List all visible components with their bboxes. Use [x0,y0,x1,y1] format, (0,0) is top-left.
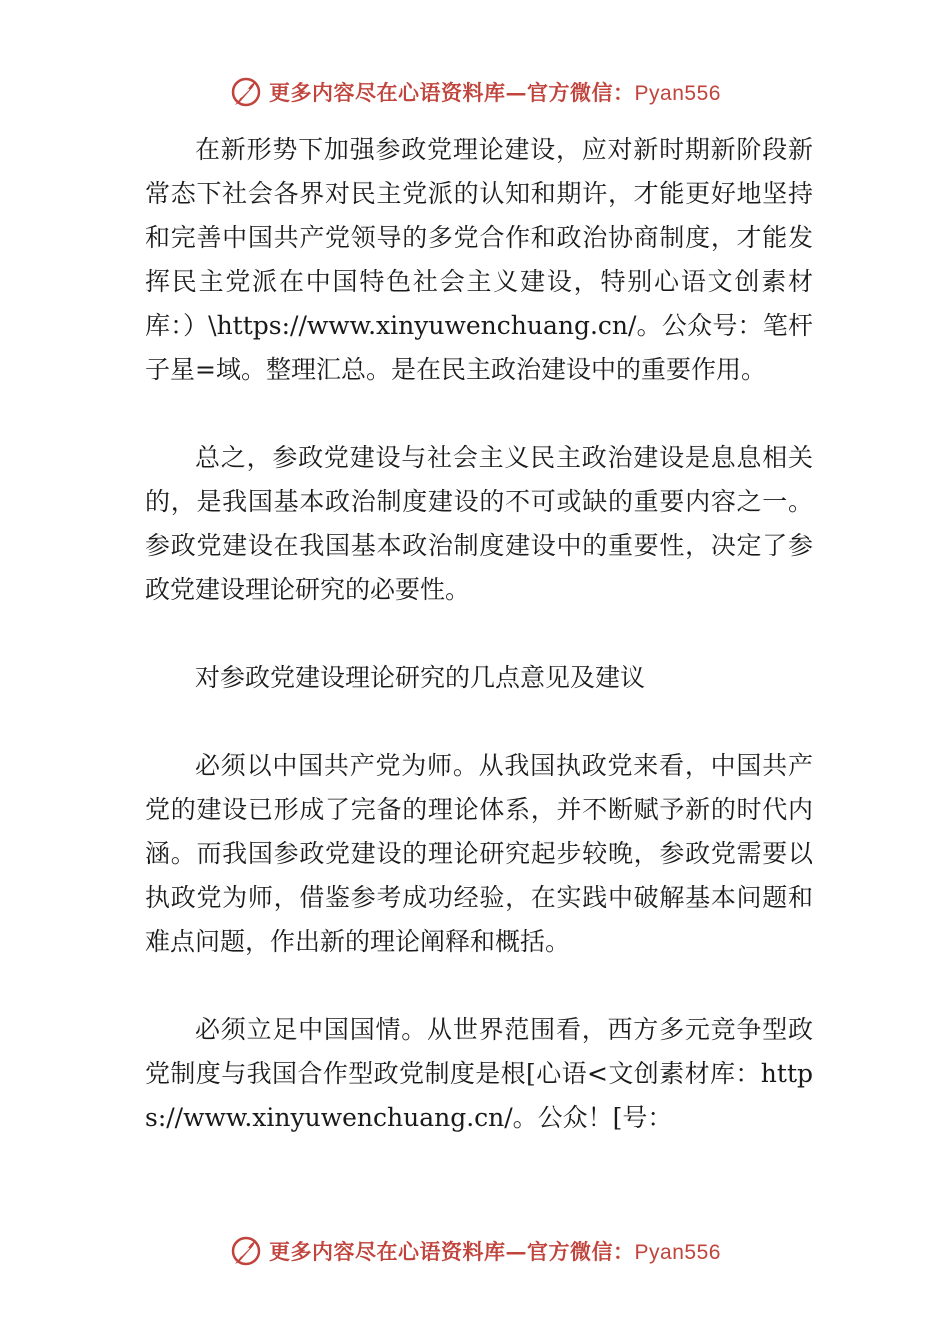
paragraph-4: 必须立足中国国情。从世界范围看，西方多元竞争型政党制度与我国合作型政党制度是根[心语<文创素材库：https://www.xinyuwenchuang.cn/。公众！[号： [145,1015,813,1132]
header-banner-text: 更多内容尽在心语资料库—官方微信：Pyan556 [269,80,721,105]
header-banner [0,72,950,112]
quill-pen-seal-icon [229,1234,263,1268]
header-banner-contact: Pyan556 [634,82,721,105]
footer-banner-text: 更多内容尽在心语资料库—官方微信：Pyan556 [269,1239,721,1264]
paragraph-2: 总之，参政党建设与社会主义民主政治建设是息息相关的，是我国基本政治制度建设的不可或缺的重要内容之一。参政党建设在我国基本政治制度建设中的重要性，决定了参政党建设理论研究的必要性。 [145,443,813,604]
footer-banner-contact: Pyan556 [634,1241,721,1264]
quill-pen-seal-icon [229,75,263,109]
paragraph-3: 必须以中国共产党为师。从我国执政党来看，中国共产党的建设已形成了完备的理论体系，并不断赋予新的时代内涵。而我国参政党建设的理论研究起步较晚，参政党需要以执政党为师，借鉴参考成功经验，在实践中破解基本问题和难点问题，作出新的理论阐释和概括。 [145,751,813,956]
document-body [145,128,813,1184]
paragraph-1: 在新形势下加强参政党理论建设，应对新时期新阶段新常态下社会各界对民主党派的认知和期许，才能更好地坚持和完善中国共产党领导的多党合作和政治协商制度，才能发挥民主党派在中国特色社会主义建设，特别心语文创素材库：）\https://www.xinyuwenchuang.cn/。公众号：笔杆子星=域。整理汇总。是在民主政治建设中的重要作用。 [145,135,813,384]
footer-banner [0,1231,950,1271]
section-heading: 对参政党建设理论研究的几点意见及建议 [195,663,646,692]
